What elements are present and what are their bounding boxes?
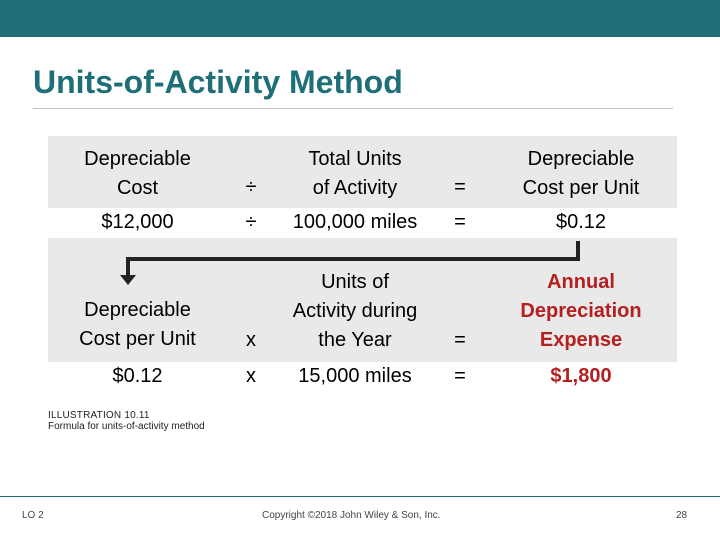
header-line: Annual xyxy=(547,271,615,293)
slide-title: Units-of-Activity Method xyxy=(33,64,403,100)
header-line: Total Units xyxy=(308,148,402,170)
divide-operator: ÷ xyxy=(245,176,257,198)
illustration-caption xyxy=(48,410,205,432)
header-line: Depreciable xyxy=(527,148,635,170)
page-number: 28 xyxy=(676,510,688,521)
arrow-down-icon xyxy=(120,275,136,285)
header-line: Cost xyxy=(116,177,159,199)
header-line: the Year xyxy=(318,329,392,351)
total-units-value: 100,000 miles xyxy=(292,211,418,233)
header-line: Units of xyxy=(321,271,389,293)
connector-line xyxy=(126,257,130,277)
header-line: Cost per Unit xyxy=(522,177,640,199)
cost-per-unit-value: $0.12 xyxy=(555,211,607,233)
header-line: Activity during xyxy=(292,300,418,322)
header-line: of Activity xyxy=(312,177,398,199)
equals-operator: = xyxy=(454,329,466,351)
footer-divider xyxy=(0,496,720,497)
multiply-operator: x xyxy=(246,365,256,387)
illustration-text: Formula for units-of-activity method xyxy=(48,421,205,432)
top-bar xyxy=(0,0,720,37)
connector-line xyxy=(126,257,579,261)
equals-operator: = xyxy=(454,176,466,198)
equals-operator: = xyxy=(454,365,466,387)
annual-depreciation-header xyxy=(495,268,667,355)
title-divider xyxy=(33,108,673,109)
depreciable-cost-per-unit-header xyxy=(60,296,215,354)
header-line: Depreciable xyxy=(84,148,191,170)
depreciable-cost-value: $12,000 xyxy=(101,211,174,233)
units-of-activity-header xyxy=(275,268,435,355)
divide-operator: ÷ xyxy=(245,211,257,233)
illustration-label: ILLUSTRATION 10.11 xyxy=(48,410,150,421)
annual-depreciation-value: $1,800 xyxy=(550,365,612,387)
copyright: Copyright ©2018 John Wiley & Son, Inc. xyxy=(262,510,441,521)
depreciable-cost-header xyxy=(60,145,215,203)
header-line: Depreciable xyxy=(84,299,191,321)
header-line: Expense xyxy=(539,329,623,351)
cost-per-unit-header xyxy=(495,145,667,203)
units-during-year-value: 15,000 miles xyxy=(298,365,412,387)
equals-operator: = xyxy=(454,211,466,233)
header-line: Depreciation xyxy=(520,300,642,322)
total-units-header xyxy=(275,145,435,203)
cost-per-unit-value: $0.12 xyxy=(112,365,163,387)
header-line: Cost per Unit xyxy=(79,328,196,350)
multiply-operator: x xyxy=(246,329,256,351)
learning-objective: LO 2 xyxy=(22,510,44,521)
